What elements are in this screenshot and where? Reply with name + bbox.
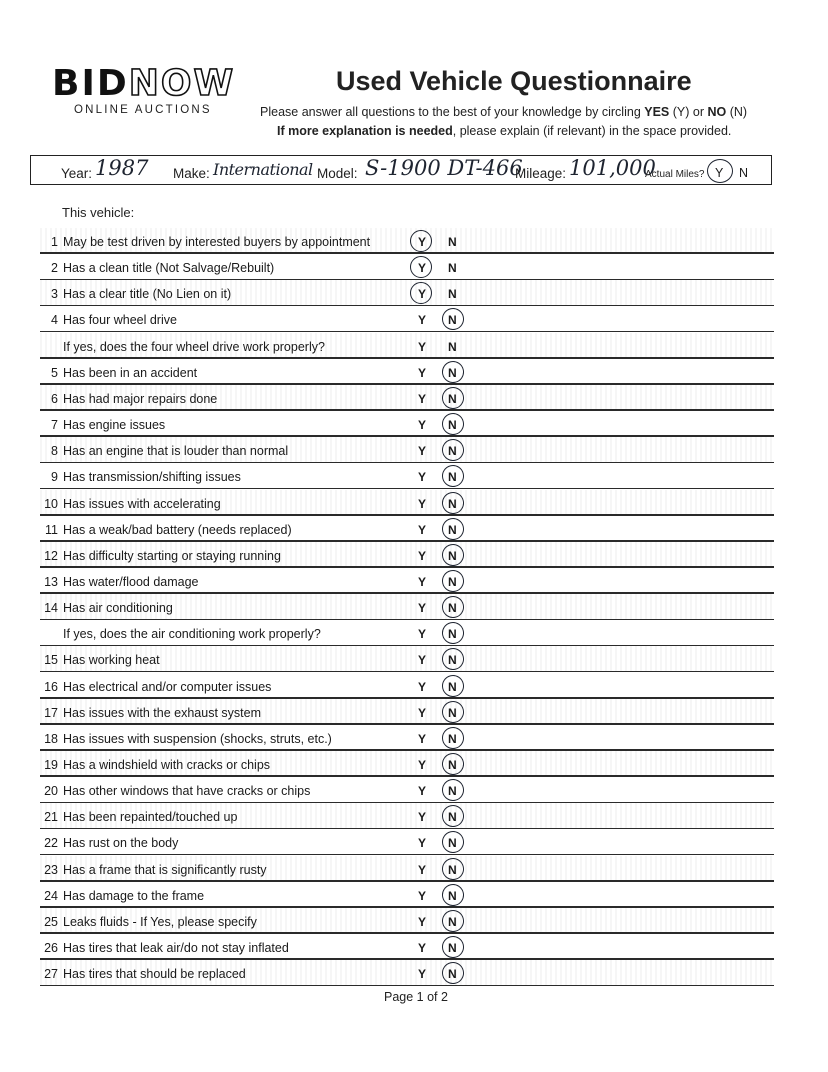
- yes-option[interactable]: Y: [418, 758, 427, 772]
- question-number: 2: [51, 261, 58, 276]
- no-answer-circle: [440, 908, 466, 934]
- question-text: Has a windshield with cracks or chips: [63, 758, 271, 772]
- question-number: 6: [51, 391, 58, 406]
- yes-option[interactable]: Y: [418, 627, 427, 642]
- no-answer-circle: [440, 359, 466, 385]
- yes-option[interactable]: Y: [418, 522, 427, 537]
- yes-answer-circle: [410, 256, 432, 278]
- instructions-line-2: If more explanation is needed, please explain (if relevant) in the space provided.: [277, 124, 732, 138]
- question-number: 13: [44, 574, 58, 589]
- question-row: [40, 803, 774, 829]
- year-value[interactable]: 1987: [95, 156, 149, 180]
- question-number: 16: [44, 679, 58, 694]
- no-option[interactable]: N: [448, 705, 457, 720]
- vehicle-info-box: [30, 155, 772, 185]
- no-answer-circle: [440, 725, 466, 751]
- no-answer-circle: [440, 516, 466, 542]
- no-option[interactable]: N: [448, 261, 457, 276]
- no-answer-circle: [440, 960, 466, 986]
- question-row: [40, 725, 774, 751]
- question-number: 1: [51, 235, 58, 249]
- no-answer-circle: [440, 751, 466, 777]
- yes-option[interactable]: Y: [418, 784, 427, 799]
- no-option[interactable]: N: [448, 496, 457, 511]
- question-text: Has damage to the frame: [63, 888, 205, 903]
- question-number: 18: [44, 731, 58, 746]
- question-row: [40, 829, 774, 855]
- question-row: [40, 359, 774, 385]
- no-option[interactable]: N: [448, 627, 457, 642]
- no-answer-circle: [440, 620, 466, 646]
- no-option[interactable]: N: [448, 391, 457, 406]
- question-row: [40, 620, 774, 646]
- question-number: 11: [45, 522, 58, 537]
- question-text: Has a frame that is significantly rusty: [63, 862, 267, 877]
- question-text: Has a clear title (No Lien on it): [63, 287, 232, 302]
- question-number: 25: [44, 914, 58, 929]
- question-number: 7: [51, 418, 58, 433]
- no-answer-circle: [440, 699, 466, 725]
- question-number: 26: [44, 941, 58, 956]
- question-text: Has tires that should be replaced: [63, 967, 246, 982]
- make-label: Make:: [173, 166, 210, 181]
- question-text: Has engine issues: [63, 418, 166, 433]
- question-text: If yes, does the four wheel drive work properly?: [63, 339, 325, 354]
- question-row: [40, 542, 774, 568]
- question-row: [40, 751, 774, 777]
- no-answer-circle: [440, 437, 466, 463]
- question-number: 5: [51, 365, 58, 380]
- mileage-value[interactable]: 101,000: [569, 156, 656, 180]
- actual-miles-y[interactable]: Y: [715, 166, 724, 180]
- yes-option[interactable]: Y: [418, 418, 427, 433]
- yes-option[interactable]: Y: [418, 470, 427, 485]
- no-option[interactable]: N: [448, 522, 457, 537]
- question-row: [40, 490, 774, 516]
- question-row: [40, 437, 774, 463]
- question-number: 15: [44, 653, 58, 668]
- year-label: Year:: [61, 166, 93, 181]
- question-text: Has a weak/bad battery (needs replaced): [63, 522, 292, 537]
- no-answer-circle: [440, 489, 466, 515]
- yes-option[interactable]: Y: [418, 836, 427, 851]
- question-number: 3: [51, 287, 58, 302]
- question-text: Has an engine that is louder than normal: [63, 444, 289, 459]
- question-row: [40, 333, 774, 359]
- question-text: Has water/flood damage: [63, 574, 199, 589]
- question-number: 17: [44, 705, 58, 720]
- yes-option[interactable]: Y: [418, 888, 427, 903]
- question-text: Has other windows that have cracks or chips: [63, 784, 311, 799]
- make-value[interactable]: International: [213, 160, 313, 179]
- logo-wordmark: BIDNOW: [52, 63, 236, 104]
- question-number: 9: [51, 470, 58, 485]
- no-answer-circle: [440, 829, 466, 855]
- question-row: [40, 594, 774, 620]
- no-option[interactable]: N: [448, 810, 457, 825]
- yes-option[interactable]: Y: [418, 444, 427, 459]
- actual-miles-answer-circle: [707, 159, 733, 183]
- yes-option[interactable]: Y: [418, 261, 427, 276]
- yes-option[interactable]: Y: [418, 914, 427, 929]
- no-answer-circle: [440, 594, 466, 620]
- no-option[interactable]: N: [448, 941, 457, 956]
- question-row: [40, 856, 774, 882]
- page-number: Page 1 of 2: [384, 990, 448, 1004]
- yes-option[interactable]: Y: [418, 287, 427, 302]
- yes-option[interactable]: Y: [418, 391, 427, 406]
- no-option[interactable]: N: [448, 365, 457, 380]
- no-answer-circle: [440, 646, 466, 672]
- question-number: 23: [44, 862, 58, 877]
- yes-option[interactable]: Y: [418, 496, 427, 511]
- no-option[interactable]: N: [448, 679, 457, 694]
- model-label: Model:: [317, 166, 358, 181]
- yes-option[interactable]: Y: [418, 810, 427, 825]
- no-option[interactable]: N: [448, 888, 457, 903]
- no-answer-circle: [440, 856, 466, 882]
- no-answer-circle: [440, 463, 466, 489]
- no-answer-circle: [440, 777, 466, 803]
- question-text: Has issues with suspension (shocks, struts, etc.): [63, 731, 332, 746]
- question-row: [40, 699, 774, 725]
- no-option[interactable]: N: [448, 862, 457, 877]
- question-text: Has tires that leak air/do not stay inflated: [63, 941, 289, 956]
- question-row: [40, 411, 774, 437]
- no-answer-circle: [440, 385, 466, 411]
- question-row: [40, 280, 774, 306]
- question-text: Has rust on the body: [63, 836, 179, 851]
- question-row: [40, 306, 774, 332]
- no-option[interactable]: N: [448, 967, 457, 982]
- no-answer-circle: [440, 882, 466, 908]
- question-row: [40, 934, 774, 960]
- yes-answer-circle: [410, 230, 432, 252]
- question-number: 4: [51, 313, 58, 328]
- question-row: [40, 882, 774, 908]
- yes-option[interactable]: Y: [418, 941, 427, 956]
- yes-option[interactable]: Y: [418, 862, 427, 877]
- no-option[interactable]: N: [448, 418, 457, 433]
- question-row: [40, 908, 774, 934]
- no-answer-circle: [440, 934, 466, 960]
- question-number: 24: [44, 888, 58, 903]
- no-answer-circle: [440, 306, 466, 332]
- no-option[interactable]: N: [448, 836, 457, 851]
- question-row: [40, 228, 774, 254]
- question-text: Has electrical and/or computer issues: [63, 679, 272, 694]
- logo-tagline: ONLINE AUCTIONS: [74, 104, 212, 116]
- no-option[interactable]: N: [448, 758, 457, 772]
- question-number: 10: [44, 496, 58, 511]
- actual-miles-label: Actual Miles?: [645, 169, 705, 180]
- instructions-line-1: Please answer all questions to the best of your knowledge by circling YES (Y) or NO (N): [260, 105, 748, 119]
- no-option[interactable]: N: [448, 313, 457, 328]
- no-option[interactable]: N: [448, 601, 457, 616]
- actual-miles-n[interactable]: N: [739, 166, 749, 180]
- yes-option[interactable]: Y: [418, 679, 427, 694]
- yes-option[interactable]: Y: [418, 967, 427, 982]
- no-option[interactable]: N: [448, 653, 457, 668]
- question-text: Has working heat: [63, 653, 160, 668]
- row-divider: [40, 985, 774, 987]
- question-row: [40, 777, 774, 803]
- question-text: Leaks fluids - If Yes, please specify: [63, 914, 257, 929]
- question-number: 14: [44, 601, 58, 616]
- question-row: [40, 568, 774, 594]
- yes-option[interactable]: Y: [418, 601, 427, 616]
- no-answer-circle: [440, 803, 466, 829]
- no-option[interactable]: N: [448, 444, 457, 459]
- question-text: Has a clean title (Not Salvage/Rebuilt): [63, 261, 275, 276]
- question-text: May be test driven by interested buyers by appointment: [63, 235, 371, 249]
- bidnow-logo: [52, 63, 242, 116]
- no-option[interactable]: N: [448, 470, 457, 485]
- mileage-label: Mileage:: [515, 166, 567, 181]
- yes-option[interactable]: Y: [418, 574, 427, 589]
- question-text: Has issues with accelerating: [63, 496, 221, 511]
- no-option[interactable]: N: [448, 784, 457, 799]
- question-number: 19: [44, 758, 58, 772]
- no-option[interactable]: N: [448, 914, 457, 929]
- no-option[interactable]: N: [448, 731, 457, 746]
- yes-option[interactable]: Y: [418, 731, 427, 746]
- no-option[interactable]: N: [448, 548, 457, 563]
- question-text: If yes, does the air conditioning work properly?: [63, 627, 321, 642]
- yes-option[interactable]: Y: [418, 705, 427, 720]
- no-option[interactable]: N: [448, 287, 457, 302]
- question-text: Has issues with the exhaust system: [63, 705, 261, 720]
- yes-option[interactable]: Y: [418, 365, 427, 380]
- no-answer-circle: [440, 673, 466, 699]
- question-row: [40, 646, 774, 672]
- model-value[interactable]: S-1900 DT-466: [365, 156, 523, 180]
- question-text: Has transmission/shifting issues: [63, 470, 241, 485]
- no-option[interactable]: N: [448, 339, 457, 354]
- question-row: [40, 254, 774, 280]
- section-label: This vehicle:: [62, 205, 135, 220]
- question-text: Has been repainted/touched up: [63, 810, 238, 825]
- yes-option[interactable]: Y: [418, 653, 427, 668]
- no-answer-circle: [440, 411, 466, 437]
- no-answer-circle: [440, 568, 466, 594]
- question-number: 27: [44, 967, 58, 982]
- question-number: 8: [51, 444, 58, 459]
- question-text: Has had major repairs done: [63, 391, 218, 406]
- question-text: Has four wheel drive: [63, 313, 177, 328]
- page-title: Used Vehicle Questionnaire: [336, 66, 692, 96]
- question-text: Has difficulty starting or staying running: [63, 548, 281, 563]
- question-row: [40, 385, 774, 411]
- yes-answer-circle: [410, 282, 432, 304]
- yes-option[interactable]: Y: [418, 313, 427, 328]
- question-row: [40, 960, 774, 986]
- question-text: Has been in an accident: [63, 365, 198, 380]
- question-number: 22: [44, 836, 58, 851]
- question-row: [40, 516, 774, 542]
- question-row: [40, 463, 774, 489]
- no-answer-circle: [440, 542, 466, 568]
- no-option[interactable]: N: [448, 235, 457, 249]
- question-text: Has air conditioning: [63, 601, 173, 616]
- question-number: 12: [44, 548, 58, 563]
- question-number: 20: [44, 784, 58, 799]
- no-option[interactable]: N: [448, 574, 457, 589]
- yes-option[interactable]: Y: [418, 548, 427, 563]
- question-number: 21: [44, 810, 58, 825]
- question-row: [40, 673, 774, 699]
- yes-option[interactable]: Y: [418, 235, 427, 249]
- yes-option[interactable]: Y: [418, 339, 427, 354]
